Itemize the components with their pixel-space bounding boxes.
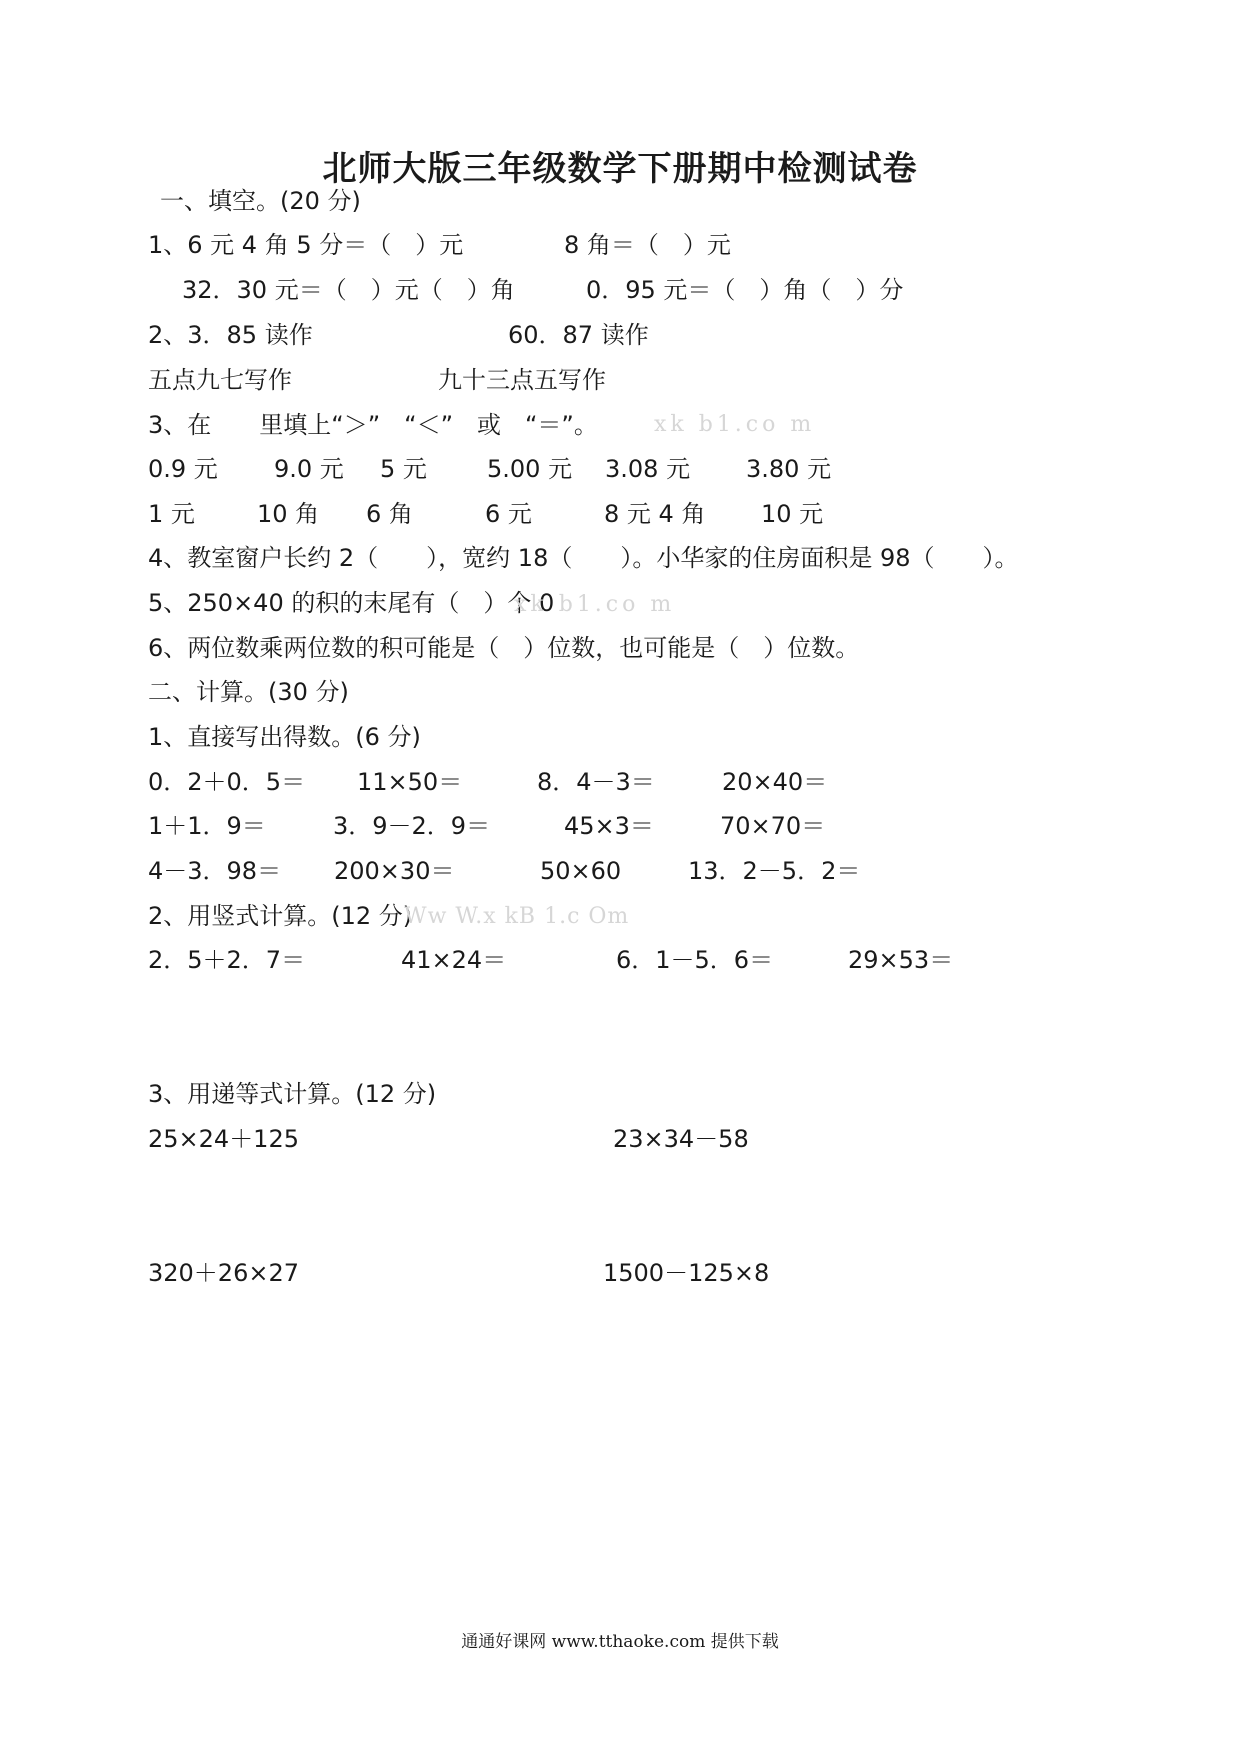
q2-part-c: 五点九七写作 — [148, 366, 292, 394]
oral-calc-item: 70×70＝ — [720, 812, 826, 840]
page-title: 北师大版三年级数学下册期中检测试卷 — [322, 149, 918, 189]
q2-part-a: 2、3．85 读作 — [148, 321, 313, 349]
stepwise-calc-item: 320＋26×27 — [148, 1259, 299, 1287]
part3-heading: 3、用递等式计算。(12 分) — [148, 1080, 437, 1108]
compare-item: 3.08 元 — [605, 455, 691, 483]
oral-calc-item: 50×60 — [540, 857, 622, 885]
q1-part-d: 0．95 元＝（ ）角（ ）分 — [586, 276, 904, 304]
vertical-calc-item: 41×24＝ — [401, 946, 507, 974]
q1-part-c: 32．30 元＝（ ）元（ ）角 — [182, 276, 515, 304]
q1-part-b: 8 角＝（ ）元 — [564, 231, 731, 259]
q2-part-b: 60．87 读作 — [508, 321, 649, 349]
stepwise-calc-item: 25×24＋125 — [148, 1125, 299, 1153]
oral-calc-item: 8．4－3＝ — [537, 768, 655, 796]
compare-item: 6 元 — [485, 500, 532, 528]
compare-item: 1 元 — [148, 500, 195, 528]
vertical-calc-item: 6．1－5．6＝ — [616, 946, 774, 974]
compare-item: 0.9 元 — [148, 455, 218, 483]
footer-credit: 通通好课网 www.tthaoke.com 提供下载 — [461, 1632, 779, 1652]
watermark-3: Ww W.x kB 1.c Om — [404, 904, 630, 929]
q1-part-a: 1、6 元 4 角 5 分＝（ ）元 — [148, 231, 464, 259]
oral-calc-item: 13．2－5．2＝ — [688, 857, 861, 885]
vertical-calc-item: 29×53＝ — [848, 946, 954, 974]
watermark-1: xk b1.co m — [654, 412, 816, 437]
oral-calc-item: 0．2＋0．5＝ — [148, 768, 306, 796]
compare-item: 3.80 元 — [746, 455, 832, 483]
compare-item: 8 元 4 角 — [604, 500, 706, 528]
part1-heading: 1、直接写出得数。(6 分) — [148, 723, 421, 751]
section2-heading: 二、计算。(30 分) — [148, 678, 349, 706]
compare-item: 9.0 元 — [274, 455, 344, 483]
oral-calc-item: 45×3＝ — [564, 812, 654, 840]
oral-calc-item: 200×30＝ — [334, 857, 455, 885]
section1-heading: 一、填空。(20 分) — [160, 187, 361, 215]
oral-calc-item: 3．9－2．9＝ — [333, 812, 491, 840]
watermark-2: xk b1.co m — [514, 592, 676, 617]
q2-part-d: 九十三点五写作 — [438, 366, 606, 394]
q5-text: 5、250×40 的积的末尾有（ ）个 0 — [148, 589, 555, 617]
stepwise-calc-item: 1500－125×8 — [603, 1259, 770, 1287]
oral-calc-item: 20×40＝ — [722, 768, 828, 796]
compare-item: 5 元 — [380, 455, 427, 483]
part2-heading: 2、用竖式计算。(12 分) — [148, 902, 413, 930]
oral-calc-item: 1＋1．9＝ — [148, 812, 266, 840]
stepwise-calc-item: 23×34－58 — [613, 1125, 749, 1153]
vertical-calc-item: 2．5＋2．7＝ — [148, 946, 306, 974]
compare-item: 10 角 — [257, 500, 320, 528]
compare-item: 10 元 — [761, 500, 824, 528]
oral-calc-item: 4－3．98＝ — [148, 857, 282, 885]
q3-instruction: 3、在 里填上“＞” “＜” 或 “＝”。 — [148, 411, 598, 439]
compare-item: 5.00 元 — [487, 455, 573, 483]
q6-text: 6、两位数乘两位数的积可能是（ ）位数，也可能是（ ）位数。 — [148, 634, 860, 662]
q4-text: 4、教室窗户长约 2（ ），宽约 18（ ）。小华家的住房面积是 98（ ）。 — [148, 544, 1019, 572]
compare-item: 6 角 — [366, 500, 413, 528]
oral-calc-item: 11×50＝ — [357, 768, 463, 796]
